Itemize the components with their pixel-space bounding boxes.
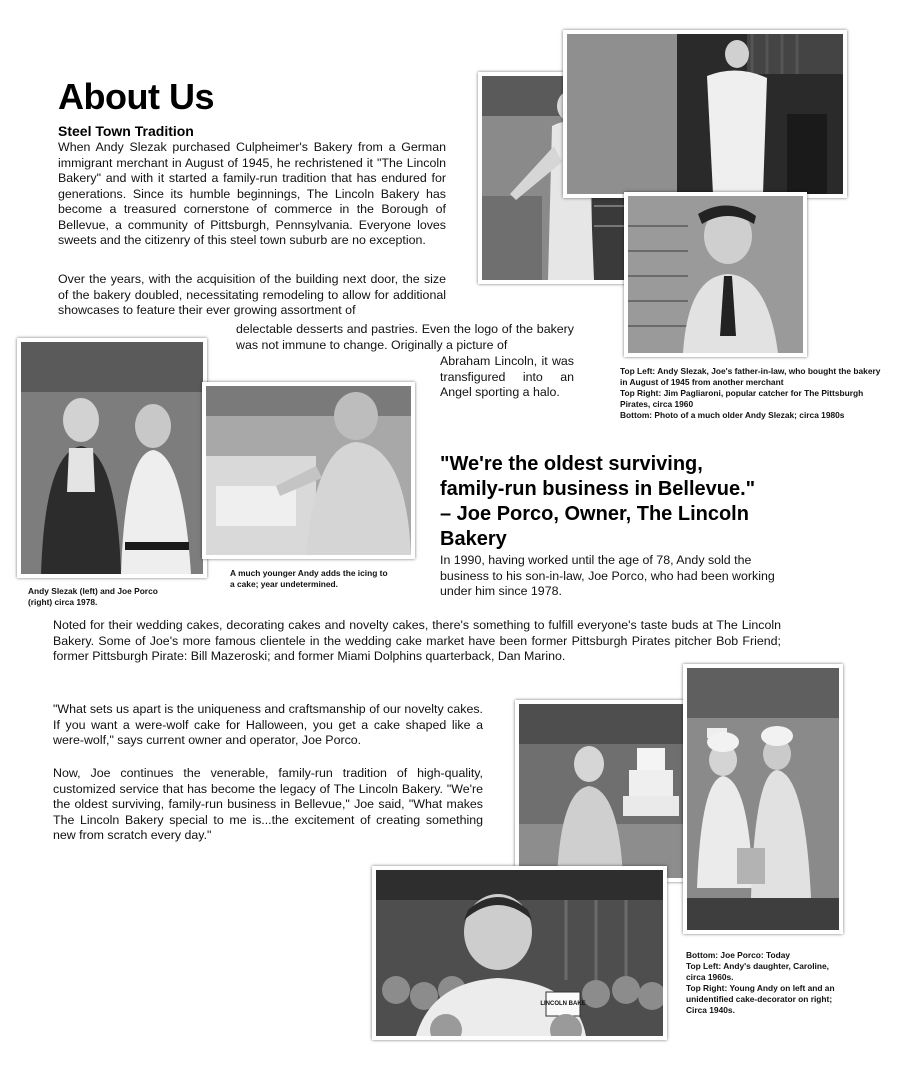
photo-older-andy-slezak (624, 192, 807, 357)
photo-young-andy-and-decorator (683, 664, 843, 934)
photo-joe-porco-today-image (376, 870, 663, 1036)
caption-top-left-text: Andy Slezak, Joe's father-in-law, who bought the bakery in August of 1945 from another merchant (620, 366, 881, 387)
caption-caroline-text: Andy's daughter, Caroline, circa 1960s. (686, 961, 829, 982)
caption-younger-andy: A much younger Andy adds the icing to a cake; year undetermined. (230, 568, 388, 589)
pull-quote-line2: family-run business in Bellevue." (440, 478, 756, 500)
caption-young-andy-lead: Top Right: (686, 983, 728, 993)
caption-joe-today-lead: Bottom: (686, 950, 719, 960)
intro-paragraph: When Andy Slezak purchased Culpheimer's Bakery from a German immigrant merchant in August of 1945, he rechristened it "The Lincoln Bakery" and with it started a family-run tradition that has endured for generations. Since its humble beginnings, The Lincoln Bakery has become a treasured cornerstone of commerce in the Borough of Bellevue, a community of Pittsburgh, Pennsylvania. Everyone loves sweets and the citizenry of this steel town suburb are no exception. (58, 140, 446, 247)
history-paragraph-part3: Abraham Lincoln, it was transfigured into an Angel sporting a halo. (440, 354, 574, 399)
caption-top-right-lead: Top Right: (620, 388, 662, 398)
pull-quote-line1: "We're the oldest surviving, (440, 453, 703, 475)
section-subtitle: Steel Town Tradition (58, 123, 194, 139)
caption-top-photo-group (620, 366, 890, 421)
caption-bottom-text: Photo of a much older Andy Slezak; circa 1980s (654, 410, 845, 420)
novelty-cakes-paragraph: "What sets us apart is the uniqueness and craftsmanship of our novelty cakes. If you want a were-wolf cake for Halloween, you get a cake shaped like a were-wolf," says current owner and operator, Joe Porco. (53, 702, 483, 747)
caption-top-right-text: Jim Pagliaroni, popular catcher for The Pittsburgh Pirates, circa 1960 (620, 388, 864, 409)
caption-bottom-photo-group (686, 950, 846, 1016)
caption-bottom-lead: Bottom: (620, 410, 653, 420)
caption-andy-and-joe: Andy Slezak (left) and Joe Porco (right) circa 1978. (28, 586, 158, 607)
clientele-paragraph: Noted for their wedding cakes, decorating cakes and novelty cakes, there's something to fulfill everyone's taste buds at The Lincoln Bakery. Some of Joe's more famous clientele in the wedding cake market have been former Pittsburgh Pirates pitcher Bob Friend; former Pittsburgh Pirate: Bill Mazeroski; and former Miami Dolphins quarterback, Dan Marino. (53, 618, 781, 663)
history-paragraph-part2: delectable desserts and pastries. Even the logo of the bakery was not immune to change. Originally a picture of (236, 322, 574, 352)
legacy-paragraph: Now, Joe continues the venerable, family-run tradition of high-quality, customized service that has become the legacy of The Lincoln Bakery. "We're the oldest surviving, family-run business in Bellevue," Joe said, "What makes The Lincoln Bakery special to me is...the excitement of creating something new from scratch every day." (53, 766, 483, 842)
caption-caroline-lead: Top Left: (686, 961, 722, 971)
pull-quote (440, 452, 820, 552)
photo-older-andy-slezak-image (628, 196, 803, 353)
photo-andy-and-joe-image (21, 342, 203, 574)
photo-young-andy-and-decorator-image (687, 668, 839, 930)
sale-paragraph: In 1990, having worked until the age of 78, Andy sold the business to his son-in-law, Joe Porco, who had been working under him since 1978. (440, 553, 775, 598)
photo-jim-pagliaroni (563, 30, 847, 198)
apron-sign-text: LINCOLN BAKE (540, 1001, 586, 1007)
caption-joe-today-text: Joe Porco: Today (720, 950, 791, 960)
photo-caroline-wedding-cake (515, 700, 697, 882)
photo-younger-andy-icing-cake-image (206, 386, 411, 555)
photo-jim-pagliaroni-image (567, 34, 843, 194)
photo-joe-porco-today (372, 866, 667, 1040)
pull-quote-attribution: – Joe Porco, Owner, The Lincoln Bakery (440, 503, 749, 550)
caption-young-andy-text: Young Andy on left and an unidentified cake-decorator on right; Circa 1940s. (686, 983, 835, 1015)
caption-top-left-lead: Top Left: (620, 366, 656, 376)
history-paragraph-part1: Over the years, with the acquisition of the building next door, the size of the bakery doubled, necessitating remodeling to allow for additional showcases to feature their ever growing assortment of (58, 272, 446, 317)
photo-andy-and-joe (17, 338, 207, 578)
photo-caroline-wedding-cake-image (519, 704, 693, 878)
page-title: About Us (58, 76, 214, 117)
photo-younger-andy-icing-cake (202, 382, 415, 559)
